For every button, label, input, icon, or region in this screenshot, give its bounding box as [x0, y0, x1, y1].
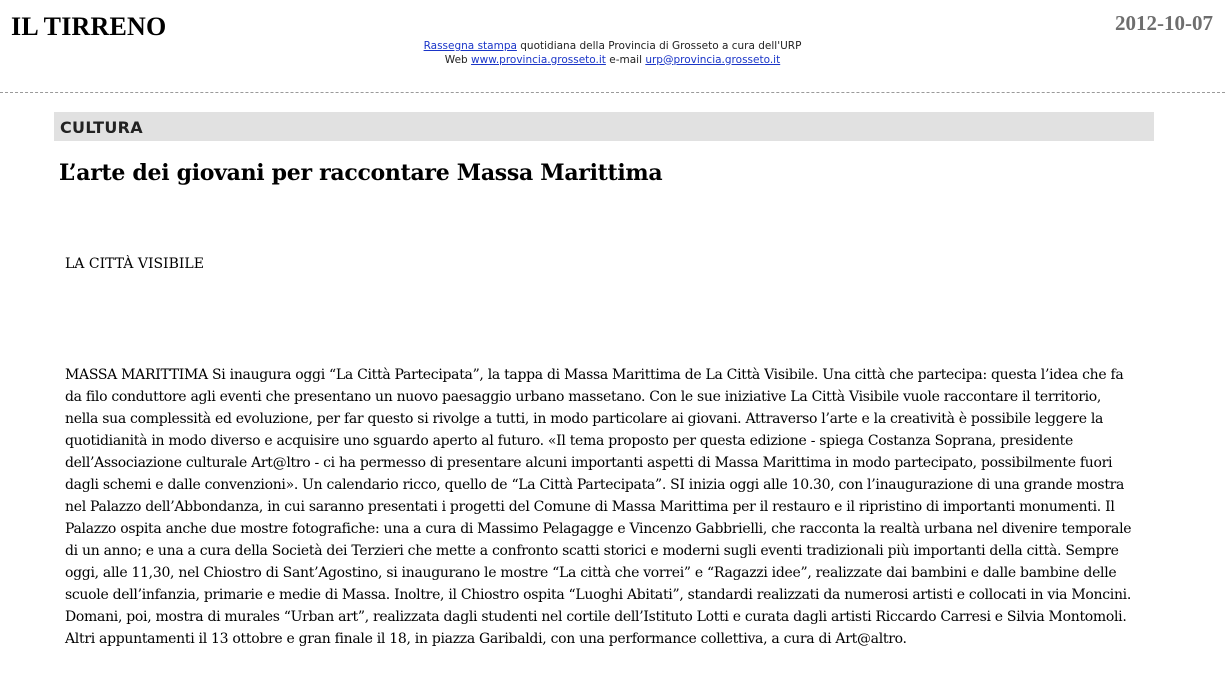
web-label: Web [444, 53, 472, 66]
email-label: e-mail [605, 53, 646, 66]
press-review-line [0, 40, 1225, 54]
header-divider [0, 92, 1225, 93]
section-label: CULTURA [60, 118, 143, 137]
contact-line [0, 54, 1225, 68]
email-link[interactable]: urp@provincia.grosseto.it [645, 53, 781, 66]
press-review-description: quotidiana della Provincia di Grosseto a cura dell'URP [516, 40, 802, 52]
article-body: MASSA MARITTIMA Si inaugura oggi “La Città Partecipata”, la tappa di Massa Marittima de La Città Visibile. Una città che partecipa: questa l’idea che fa da filo conduttore agli eventi che presentano un nuovo paesaggio urbano massetano. Con le sue iniziative La Città Visibile vuole raccontare il territorio, nella sua complessità ed evoluzione, per far questo si rivolge a tutti, in modo particolare ai giovani. Attraverso l’arte e la creatività è possibile leggere la quotidianità in modo diverso e acquisire uno sguardo aperto al futuro. «Il tema proposto per questa edizione - spiega Costanza Soprana, presidente dell’Associazione culturale Art@ltro - ci ha permesso di presentare alcuni importanti aspetti di Massa Marittima in modo partecipato, possibilmente fuori dagli schemi e dalle convenzioni». Un calendario ricco, quello de “La Città Partecipata”. SI inizia oggi alle 10.30, con l’inaugurazione di una grande mostra nel Palazzo dell’Abbondanza, in cui saranno presentati i progetti del Comune di Massa Marittima per il restauro e il ripristino di importanti monumenti. Il Palazzo ospita anche due mostre fotografiche: una a cura di Massimo Pelagagge e Vincenzo Gabbrielli, che racconta la realtà urbana nel divenire temporale di un anno; e una a cura della Società dei Terzieri che mette a confronto scatti storici e moderni sugli eventi tradizionali più importanti della città. Sempre oggi, alle 11,30, nel Chiostro di Sant’Agostino, si inaugurano le mostre “La città che vorrei” e “Ragazzi idee”, realizzate dai bambini e dalle bambine delle scuole dell’infanzia, primarie e medie di Massa. Inoltre, il Chiostro ospita “Luoghi Abitati”, standardi realizzati da numerosi artisti e collocati in via Moncini. Domani, poi, mostra di murales “Urban art”, realizzata dagli studenti nel cortile dell’Istituto Lotti e curata dagli artisti Riccardo Carresi e Silvia Montomoli. Altri appuntamenti il 13 ottobre e gran finale il 18, in piazza Garibaldi, con una performance collettiva, a cura di Art@altro. [65, 367, 1132, 647]
article-kicker: LA CITTÀ VISIBILE [65, 256, 204, 272]
press-review-link[interactable]: Rassegna stampa [423, 40, 517, 52]
newspaper-masthead: IL TIRRENO [11, 12, 167, 41]
section-bar [54, 112, 1154, 141]
press-review-info [0, 40, 1225, 67]
website-link[interactable]: www.provincia.grosseto.it [471, 53, 606, 66]
publication-date: 2012-10-07 [1115, 11, 1213, 35]
article-headline: L’arte dei giovani per raccontare Massa Marittima [59, 160, 663, 186]
